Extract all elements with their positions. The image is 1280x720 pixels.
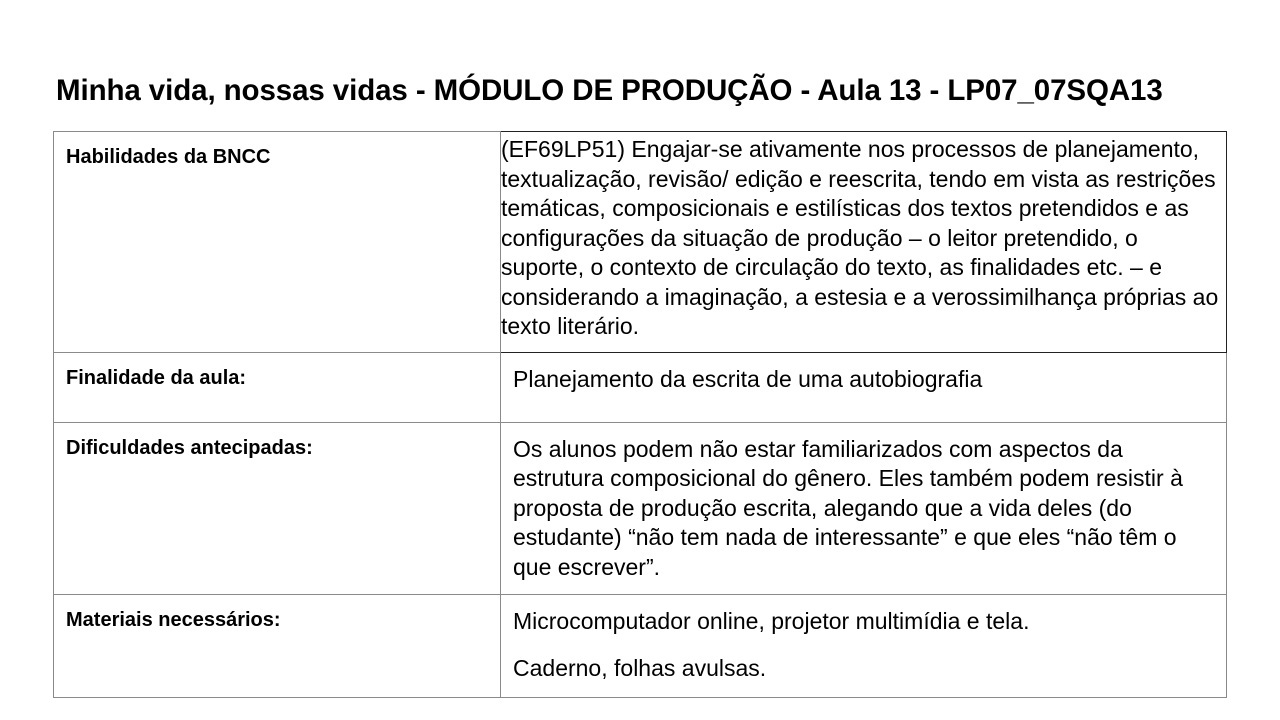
dificuldades-label: Dificuldades antecipadas: [54, 422, 501, 594]
table-row [54, 594, 1227, 697]
bncc-value [501, 132, 1227, 353]
materiais-item: Microcomputador online, projetor multimídia e tela. [513, 607, 1030, 634]
materiais-item: Caderno, folhas avulsas. [513, 655, 767, 681]
lesson-plan-table [53, 131, 1227, 698]
finalidade-value [501, 352, 1227, 422]
materiais-label: Materiais necessários: [54, 594, 501, 697]
table-row [54, 132, 1227, 353]
finalidade-text: Planejamento da escrita de uma autobiografia [513, 365, 983, 392]
bncc-label: Habilidades da BNCC [54, 132, 501, 353]
dificuldades-value [501, 422, 1227, 594]
table-row [54, 422, 1227, 594]
table-row [54, 352, 1227, 422]
bncc-skill-text: (EF69LP51) Engajar-se ativamente nos processos de planejamento, textualização, revisão/ edição e reescrita, tendo em vista as restrições temáticas, composicionais e estilísticas dos textos pretendidos e as configurações da situação de produção – o leitor pretendido, o suporte, o contexto de circulação do texto, as finalidades etc. – e considerando a imaginação, a estesia e a verossimilhança próprias ao texto literário. [501, 136, 1219, 339]
materiais-value [501, 594, 1227, 697]
page-title: Minha vida, nossas vidas - MÓDULO DE PRODUÇÃO - Aula 13 - LP07_07SQA13 [56, 74, 1163, 107]
dificuldades-text: Os alunos podem não estar familiarizados com aspectos da estrutura composicional do gênero. Eles também podem resistir à proposta de produção escrita, alegando que a vida deles (do estudante) “não tem nada de interessante” e que eles “não têm o que escrever”. [513, 435, 1183, 580]
finalidade-label: Finalidade da aula: [54, 352, 501, 422]
